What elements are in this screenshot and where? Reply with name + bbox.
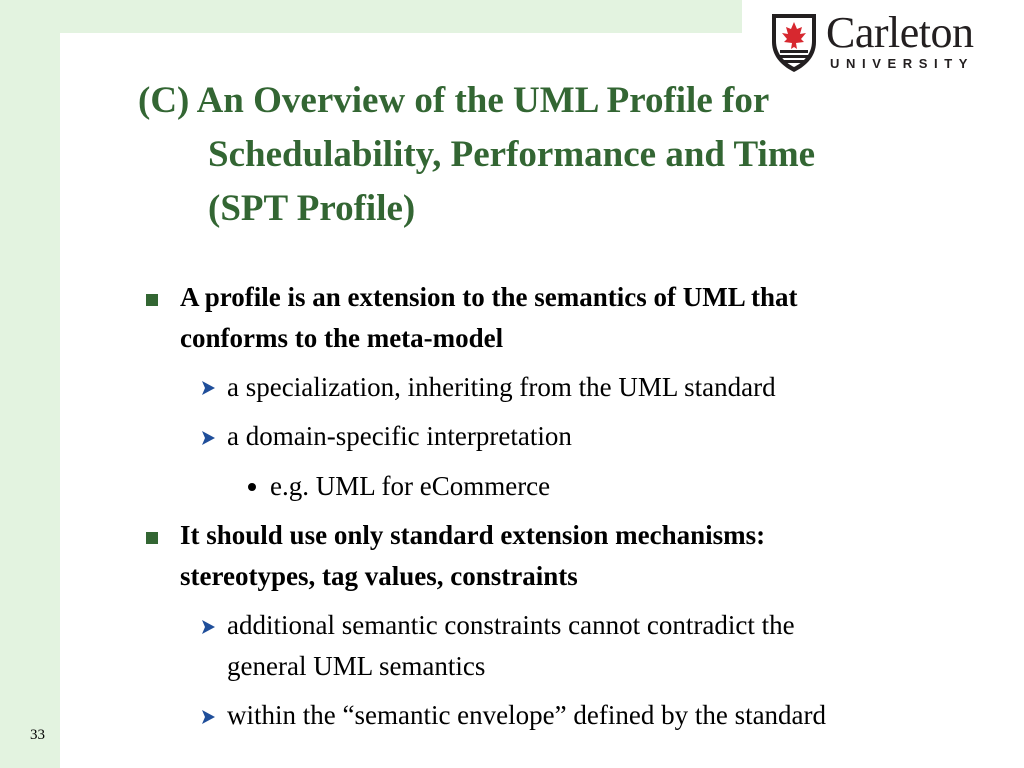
page-number: 33 — [30, 727, 45, 743]
sub-bullet-2-1-line-2: general UML semantics — [227, 651, 486, 681]
bullet-2-line-2: stereotypes, tag values, constraints — [180, 561, 578, 591]
bullet-1-line-2: conforms to the meta-model — [180, 323, 504, 353]
arrow-bullet-icon — [199, 429, 217, 447]
title-line-3: (SPT Profile) — [208, 188, 416, 229]
sub-bullet-2-1-line-1: additional semantic constraints cannot contradict the — [227, 610, 795, 640]
bullet-2-line-1: It should use only standard extension mechanisms: — [180, 520, 766, 550]
logo-subtitle: UNIVERSITY — [830, 56, 975, 71]
title-line-2: Schedulability, Performance and Time — [208, 134, 816, 175]
arrow-bullet-icon — [199, 618, 217, 636]
arrow-bullet-icon — [199, 708, 217, 726]
sub-sub-bullet-1-2-1: e.g. UML for eCommerce — [270, 471, 551, 501]
sub-bullet-2-2: within the “semantic envelope” defined by the standard — [227, 700, 827, 730]
dot-bullet-icon — [248, 483, 256, 491]
square-bullet-icon — [146, 294, 158, 306]
logo-wordmark: Carleton — [826, 8, 974, 57]
square-bullet-icon — [146, 532, 158, 544]
sub-bullet-1-1: a specialization, inheriting from the UML standard — [227, 372, 776, 402]
title-line-1: (C) An Overview of the UML Profile for — [138, 80, 770, 121]
bullet-1-line-1: A profile is an extension to the semantics of UML that — [180, 282, 798, 312]
sub-bullet-1-2: a domain-specific interpretation — [227, 421, 572, 451]
arrow-bullet-icon — [199, 379, 217, 397]
